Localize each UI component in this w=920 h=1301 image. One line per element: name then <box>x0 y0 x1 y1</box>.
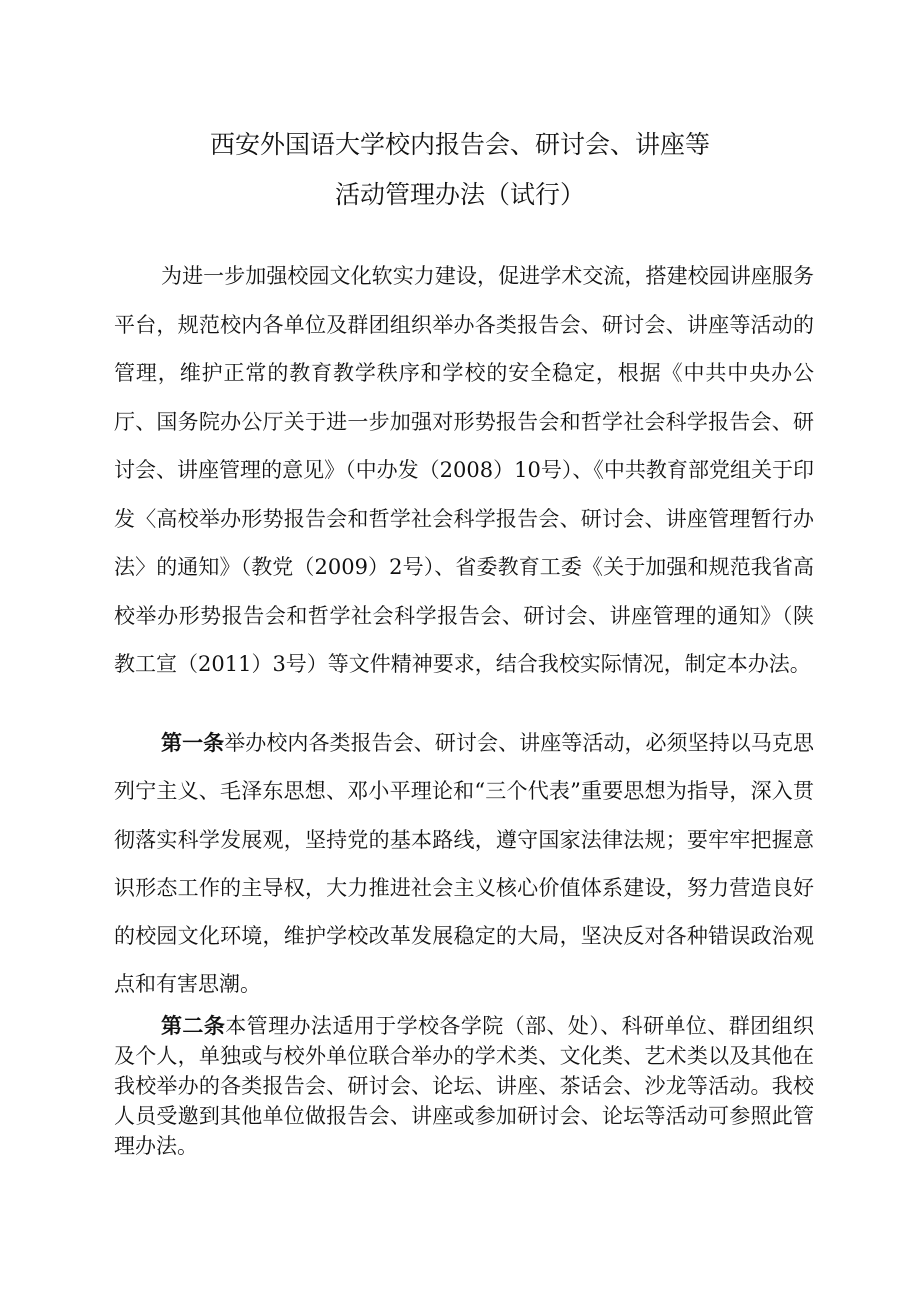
title-line-1: 西安外国语大学校内报告会、研讨会、讲座等 <box>209 130 710 159</box>
article-2-label: 第二条 <box>161 1014 226 1038</box>
article-1-label: 第一条 <box>161 731 225 755</box>
intro-paragraph: 为进一步加强校园文化软实力建设，促进学术交流，搭建校园讲座服务平台，规范校内各单位及群团组织举办各类报告会、研讨会、讲座等活动的管理，维护正常的教育教学秩序和学校的安全稳定，根据《中共中央办公厅、国务院办公厅关于进一步加强对形势报告会和哲学社会科学报告会、研讨会、讲座管理的意见》（中办发（2008）10号）、《中共教育部党组关于印发〈高校举办形势报告会和哲学社会科学报告会、研讨会、讲座管理暂行办法〉的通知》（教党（2009）2号）、省委教育工委《关于加强和规范我省高校举办形势报告会和哲学社会科学报告会、研讨会、讲座管理的通知》（陕教工宣（2011）3号）等文件精神要求，结合我校实际情况，制定本办法。 <box>114 264 814 676</box>
article-2-section <box>114 1011 814 1161</box>
document-title <box>0 120 920 220</box>
title-line-2: 活动管理办法（试行） <box>334 180 585 209</box>
article-2-paragraph <box>114 1011 814 1161</box>
article-1-text: 举办校内各类报告会、研讨会、讲座等活动，必须坚持以马克思列宁主义、毛泽东思想、邓小平理论和“三个代表”重要思想为指导，深入贯彻落实科学发展观，坚持党的基本路线，遵守国家法律法规；要牢牢把握意识形态工作的主导权，大力推进社会主义核心价值体系建设，努力营造良好的校园文化环境，维护学校改革发展稳定的大局，坚决反对各种错误政治观点和有害思潮。 <box>114 731 815 997</box>
article-1-section <box>114 719 814 1009</box>
article-1-paragraph <box>114 719 814 1009</box>
article-2-text: 本管理办法适用于学校各学院（部、处）、科研单位、群团组织及个人，单独或与校外单位联合举办的学术类、文化类、艺术类以及其他在我校举办的各类报告会、研讨会、论坛、讲座、茶话会、沙龙等活动。我校人员受邀到其他单位做报告会、讲座或参加研讨会、论坛等活动可参照此管理办法。 <box>114 1014 814 1158</box>
intro-section <box>114 252 814 689</box>
